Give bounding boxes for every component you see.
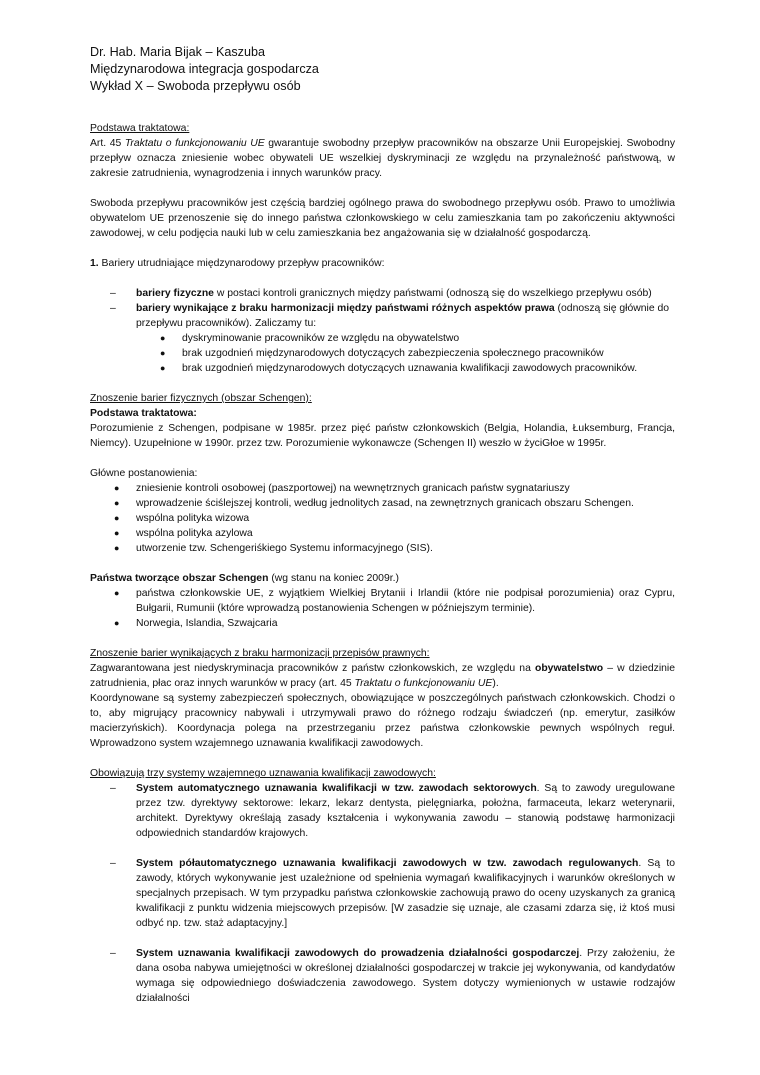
list-item — [90, 616, 675, 631]
bold-term: bariery fizyczne — [136, 288, 214, 299]
text-span: . Przy założeniu, że dana osoba nabywa umiejętności w określonej działalności gospodarczej w trakcie jej wykonywania, od kandydatów wymaga się odpowiedniego doświadczenia zawodowego. System dotyczy wymienionych w ustawie rodzajów działalności — [136, 948, 676, 1004]
paragraph — [90, 661, 675, 691]
text-span: w postaci kontroli granicznych między państwami (odnoszą się do wszelkiego przepływu osób) — [213, 288, 652, 299]
paragraph — [90, 136, 675, 181]
bullet-text: wspólna polityka azylowa — [136, 528, 253, 539]
list-item — [90, 586, 675, 616]
section-heading: Obowiązują trzy systemy wzajemnego uznawania kwalifikacji zawodowych: — [90, 768, 436, 779]
text-span: Art. 45 — [90, 138, 125, 149]
text-span: (wg stanu na koniec 2009r.) — [268, 573, 399, 584]
list-item — [90, 496, 675, 511]
bullet-icon: ● — [114, 543, 120, 553]
paragraph: Porozumienie z Schengen, podpisane w 1985r. przez pięć państw członkowskich (Belgia, Holandia, Łuksemburg, Francja, Niemcy). Uzupełnione w 1990r. przez tzw. Porozumienie wykonawcze (Schengen II) weszło w życiGłoe w 1995r. — [90, 423, 675, 449]
bullet-icon: ● — [114, 618, 120, 628]
list-item — [90, 481, 675, 496]
bullet-icon: ● — [114, 498, 120, 508]
treaty-title: Traktatu o funkcjonowaniu UE — [124, 138, 265, 149]
list-item — [90, 946, 675, 1006]
bold-term: Państwa tworzące obszar Schengen — [90, 573, 269, 584]
list-item — [90, 511, 675, 526]
bullet-icon: ● — [114, 513, 120, 523]
list-item — [90, 781, 675, 841]
list-item — [90, 361, 675, 376]
section-heading: Znoszenie barier fizycznych (obszar Schengen): — [90, 393, 312, 404]
lecture-title: Wykład X – Swoboda przepływu osób — [90, 79, 301, 93]
bullet-text: wprowadzenie ściślejszej kontroli, według jednolitych zasad, na zewnętrznych granicach obszaru Schengen. — [136, 498, 634, 509]
bullet-text: państwa członkowskie UE, z wyjątkiem Wielkiej Brytanii i Irlandii (które nie podpisał porozumienia) oraz Cypru, Bułgarii, Rumunii (które wprowadzą postanowienia Schengen w późniejszym terminie). — [136, 588, 675, 614]
bullet-text: dyskryminowanie pracowników ze względu na obywatelstwo — [182, 333, 460, 344]
dash-marker: – — [110, 948, 116, 959]
bullet-icon: ● — [114, 528, 120, 538]
text-span: gwarantuje swobodny przepływ pracowników na obszarze Unii Europejskiej. Swobodny przepływ oznacza zniesienie wobec obywateli UE wszelkiej dyskryminacji ze względu na przynależność państwową, w zakresie zatrudnienia, wynagrodzenia i innych warunków pracy. — [90, 138, 676, 179]
bullet-icon: ● — [160, 333, 166, 343]
heading-text: Bariery utrudniające międzynarodowy przepływ pracowników: — [98, 258, 385, 269]
bullet-text: brak uzgodnień międzynarodowych dotyczących uznawania kwalifikacji zawodowych pracowników. — [182, 363, 638, 374]
bullet-text: wspólna polityka wizowa — [136, 513, 250, 524]
bullet-icon: ● — [160, 363, 166, 373]
text-span: (odnoszą się głównie do przepływu pracowników). Zaliczamy tu: — [136, 303, 670, 329]
bullet-text: brak uzgodnień międzynarodowych dotyczących zabezpieczenia społecznego pracowników — [182, 348, 604, 359]
bold-term: System automatycznego uznawania kwalifikacji w tzw. zawodach sektorowych — [136, 783, 537, 794]
bold-term: System półautomatycznego uznawania kwalifikacji zawodowych w tzw. zawodach regulowanych — [136, 858, 639, 869]
text-span: Zagwarantowana jest niedyskryminacja pracowników z państw członkowskich, ze względu na — [90, 663, 535, 674]
list-item — [90, 331, 675, 346]
bullet-icon: ● — [160, 348, 166, 358]
list-item — [90, 526, 675, 541]
treaty-title: Traktatu o funkcjonowaniu UE — [354, 678, 493, 689]
text-span: ). — [492, 678, 499, 689]
list-title: Główne postanowienia: — [90, 468, 198, 479]
bold-term: bariery wynikające z braku harmonizacji między państwami różnych aspektów prawa — [136, 303, 555, 314]
text-span: . Są to zawody, których wykonywanie jest uzależnione od spełnienia wymagań kwalifikacyjnych i warunków określonych w specjalnych przepisach. W tym przypadku państwa członkowskie zachowują prawo do oceny uzyskanych za granicą kwalifikacji z punktu widzenia miejscowych przepisów. [W zasadzie się uznaje, ale czasami zdarza się, iż ktoś musi odbyć np. tzw. staż adaptacyjny.] — [136, 858, 675, 929]
section-legal-harmonization — [90, 646, 675, 751]
dash-marker: – — [110, 288, 116, 299]
section-recognition-systems — [90, 766, 675, 1006]
bullet-text: utworzenie tzw. Schengeriśkiego Systemu informacyjnego (SIS). — [136, 543, 433, 554]
section-treaty-basis — [90, 121, 675, 241]
bullet-icon: ● — [114, 588, 120, 598]
bullet-text: Norwegia, Islandia, Szwajcaria — [136, 618, 278, 629]
list-title — [90, 571, 675, 586]
paragraph: Swoboda przepływu pracowników jest częścią bardziej ogólnego prawa do swobodnego przepływu osób. Prawo to umożliwia obywatelom UE przenoszenie się do innego państwa członkowskiego w celu zamieszkania tam po zakończeniu aktywności zawodowej, w celu podjęcia nauki lub w celu zamieszkania bez angażowania się w działalność gospodarczą. — [90, 198, 675, 239]
sub-heading: Podstawa traktatowa: — [90, 408, 197, 419]
section-barriers — [90, 256, 675, 376]
section-schengen — [90, 391, 675, 631]
list-item — [90, 301, 675, 331]
list-item — [90, 286, 675, 301]
text-span: – w dziedzinie zatrudnienia, płac oraz innych warunków w pracy (art. 45 — [90, 663, 675, 689]
list-item — [90, 541, 675, 556]
section-heading: Podstawa traktatowa: — [90, 123, 190, 134]
section-heading: Znoszenie barier wynikających z braku harmonizacji przepisów prawnych: — [90, 648, 430, 659]
bullet-text: zniesienie kontroli osobowej (paszportowej) na wewnętrznych granicach państw sygnatariuszy — [136, 483, 570, 494]
document-header — [90, 44, 675, 95]
bold-term: obywatelstwo — [534, 663, 604, 674]
list-item — [90, 346, 675, 361]
numbered-heading — [90, 256, 675, 271]
text-span: . Są to zawody uregulowane przez tzw. dyrektywy sektorowe: lekarz, lekarz dentysta, pielęgniarka, położna, farmaceuta, lekarz weterynarii, architekt. Dyrektywy określają zasady kształcenia i wykonywania zawodu – stanowią podstawę harmonizacji odpowiednich standardów krajowych. — [136, 783, 675, 839]
dash-marker: – — [110, 858, 116, 869]
dash-marker: – — [110, 303, 116, 314]
document-page — [90, 44, 675, 1006]
bullet-icon: ● — [114, 483, 120, 493]
paragraph: Koordynowane są systemy zabezpieczeń społecznych, obowiązujące w poszczególnych państwach członkowskich. Chodzi o to, aby migrujący pracownicy nabywali i utrzymywali prawo do różnego rodzaju świadczeń (np. emerytur, zasiłków macierzyńskich). Koordynacja polega na przestrzeganiu przez państwa członkowskie pewnych wspólnych reguł. Wprowadzono system wzajemnego uznawania kwalifikacji zawodowych. — [90, 693, 675, 749]
list-item — [90, 856, 675, 931]
bold-term: System uznawania kwalifikacji zawodowych do prowadzenia działalności gospodarczej — [136, 948, 580, 959]
author-line: Dr. Hab. Maria Bijak – Kaszuba — [90, 45, 265, 59]
item-number: 1. — [90, 258, 99, 269]
dash-marker: – — [110, 783, 116, 794]
course-line: Międzynarodowa integracja gospodarcza — [90, 62, 319, 76]
